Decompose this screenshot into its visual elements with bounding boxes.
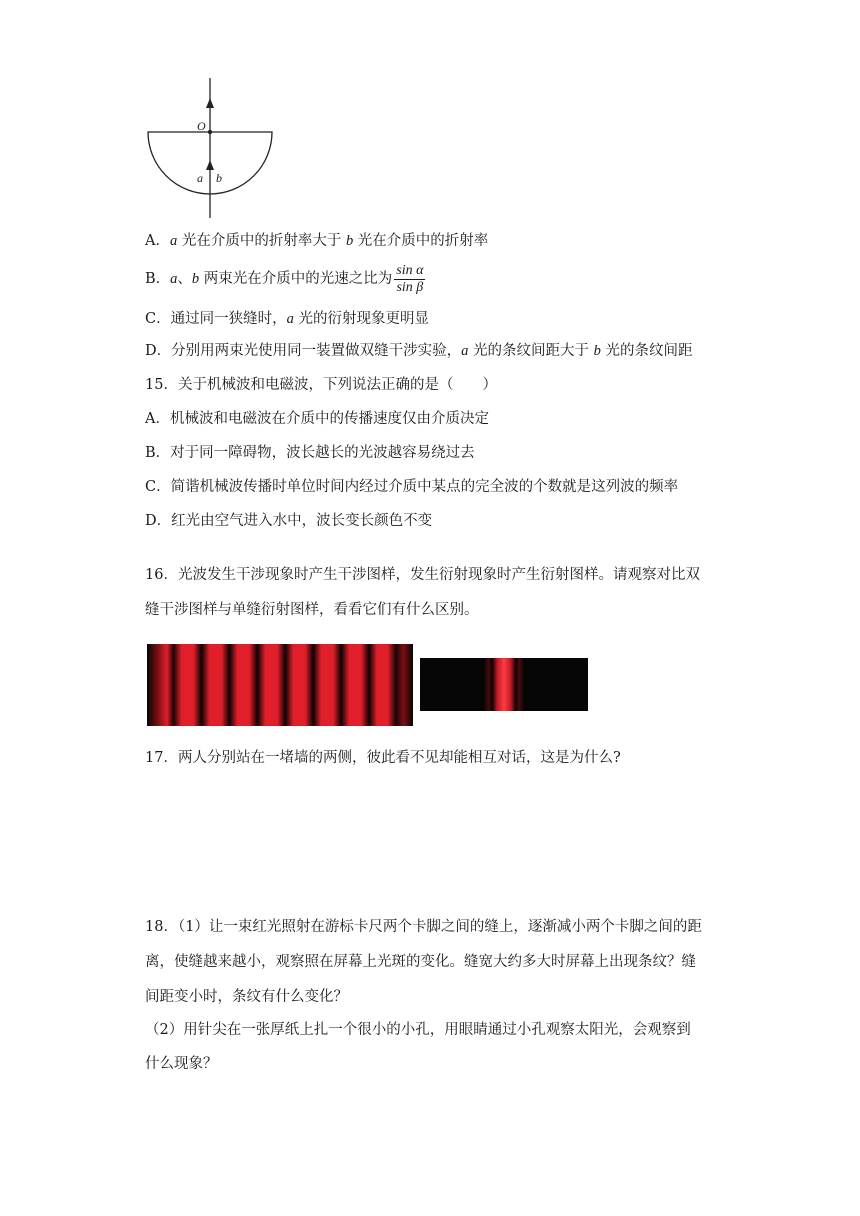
q16-line1: 16．光波发生干涉现象时产生干涉图样，发生衍射现象时产生衍射图样。请观察对比双 [145, 567, 700, 583]
q15-option-a: A．机械波和电磁波在介质中的传播速度仅由介质决定 [145, 411, 489, 427]
label-a: a [197, 171, 203, 185]
ray-arrow-mid [206, 160, 214, 170]
point-o [208, 130, 212, 134]
sin-ratio-fraction: $\frac{\text{sin α}}{\text{sin β}}$ [396, 262, 424, 295]
semicircle-diagram [140, 72, 280, 222]
q14-option-c: C．通过同一狭缝时，a 光的衍射现象更明显 [145, 311, 429, 327]
q14-option-b: B．a、b 两束光在介质中的光速之比为 $\frac{\text{sin α}}{\text{sin β}}$ [145, 262, 424, 295]
q15-option-c: C．简谐机械波传播时单位时间内经过介质中某点的完全波的个数就是这列波的频率 [145, 479, 679, 495]
q16-line2: 缝干涉图样与单缝衍射图样，看看它们有什么区别。 [145, 602, 479, 618]
single-slit-diffraction-pattern [420, 658, 588, 711]
q15-option-d: D．红光由空气进入水中，波长变长颜色不变 [145, 513, 433, 529]
double-slit-interference-pattern [147, 644, 413, 726]
q18-part2-line1: （2）用针尖在一张厚纸上扎一个很小的小孔，用眼睛通过小孔观察太阳光，会观察到 [145, 1022, 691, 1038]
q18-part1-line3: 间距变小时，条纹有什么变化？ [145, 989, 348, 1005]
label-o: O [197, 119, 206, 133]
q18-part2-line2: 什么现象？ [145, 1056, 218, 1072]
q17-stem: 17．两人分别站在一堵墙的两侧，彼此看不见却能相互对话，这是为什么? [145, 750, 621, 766]
q14-option-d: D．分别用两束光使用同一装置做双缝干涉实验，a 光的条纹间距大于 b 光的条纹间距 [145, 343, 693, 359]
q14-option-a: A．a 光在介质中的折射率大于 b 光在介质中的折射率 [145, 233, 489, 249]
q15-stem: 15．关于机械波和电磁波，下列说法正确的是（ ） [145, 377, 497, 393]
q15-option-b: B．对于同一障碍物，波长越长的光波越容易绕过去 [145, 445, 475, 461]
q18-part1-line1: 18．（1）让一束红光照射在游标卡尺两个卡脚之间的缝上，逐渐减小两个卡脚之间的距 [145, 919, 702, 935]
label-b: b [216, 171, 222, 185]
ray-arrow-top [206, 98, 214, 108]
q18-part1-line2: 离，使缝越来越小，观察照在屏幕上光斑的变化。缝宽大约多大时屏幕上出现条纹？缝 [145, 954, 696, 970]
